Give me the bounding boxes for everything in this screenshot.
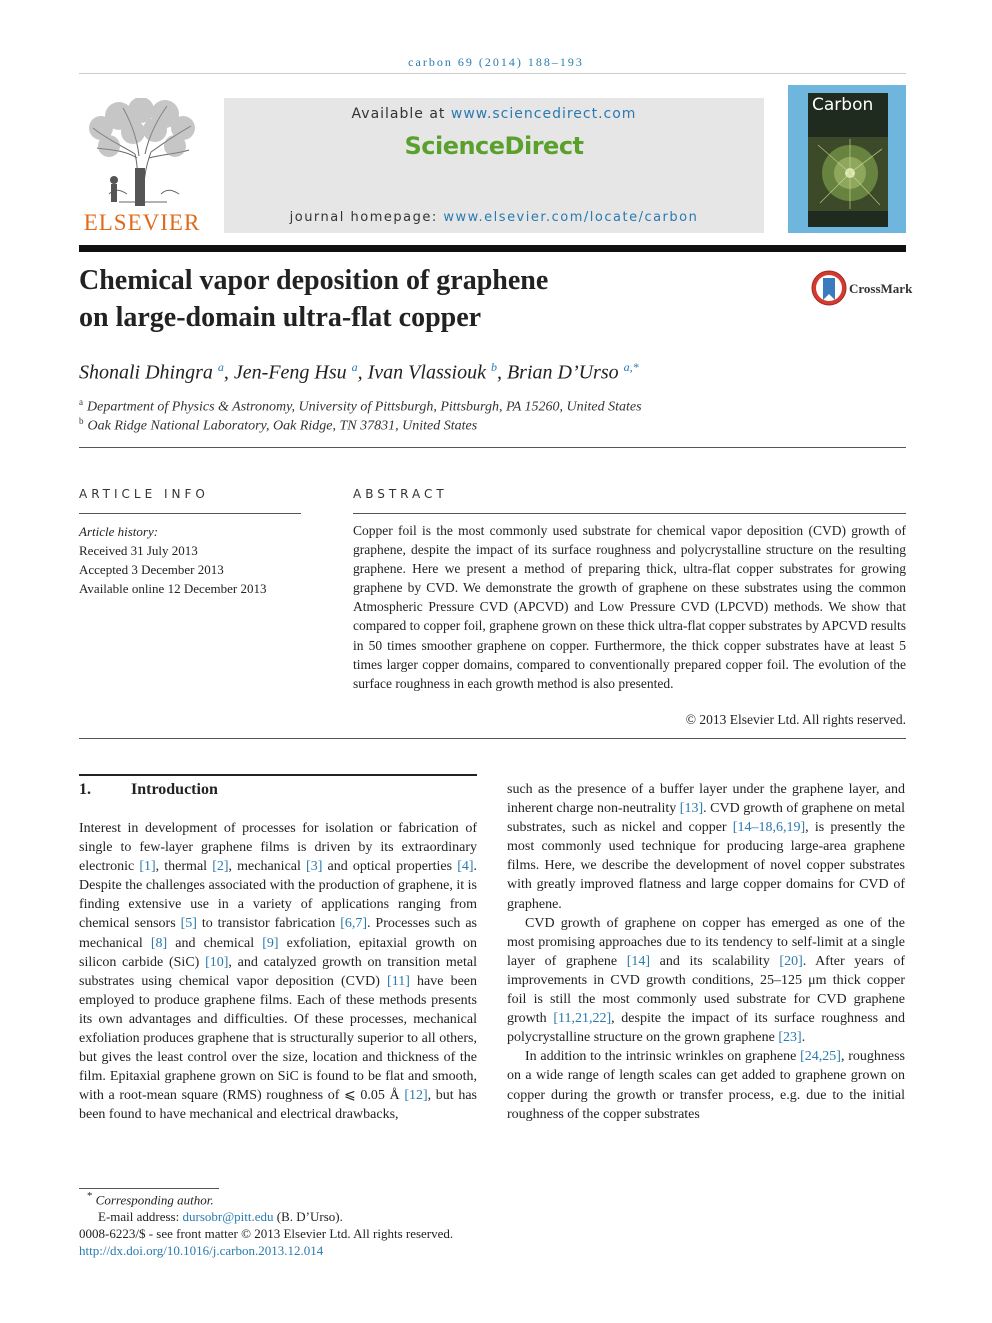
section-number: 1. [79, 781, 91, 798]
elsevier-wordmark: ELSEVIER [83, 210, 201, 235]
citation-link[interactable]: [5] [180, 916, 197, 932]
affiliation-a [79, 397, 642, 416]
corresponding-label: Corresponding author. [95, 1192, 214, 1208]
citation-link[interactable]: [9] [262, 935, 279, 951]
author-name: Jen-Feng Hsu [233, 361, 347, 384]
cover-title: Carbon [812, 95, 874, 115]
citation-link[interactable]: [6,7] [340, 916, 368, 932]
author-list: Shonali Dhingra $^a$, Jen-Feng Hsu $^a$, Ivan Vlassiouk $^b$, Brian D’Urso $^{a,*}$ [79, 360, 639, 384]
citation-link[interactable]: [23] [778, 1030, 802, 1046]
paragraph: such as the presence of a buffer layer under the graphene layer, and inherent charge non-neutrality [13]. CVD growth of graphene on metal substrates, such as nickel and copper [14–18,6,19], is presently the most commonly used technique for producing large-area graphene films. Here, we describe the development of novel copper substrates with greatly improved flatness and large copper domains for CVD of graphene. [507, 782, 905, 912]
header-thick-rule [79, 245, 906, 252]
section-title: Introduction [131, 781, 218, 798]
email-note [79, 1208, 453, 1225]
cover-graphic [808, 93, 888, 227]
abstract-heading: ABSTRACT [353, 487, 448, 501]
affiliation-text: Oak Ridge National Laboratory, Oak Ridge, TN 37831, United States [87, 418, 478, 434]
affiliation-text: Department of Physics & Astronomy, University of Pittsburgh, Pittsburgh, PA 15260, United States [87, 399, 642, 415]
citation-link[interactable]: [20] [779, 953, 803, 969]
journal-cover-image [788, 85, 906, 233]
cover-artwork [808, 93, 888, 227]
article-info-rule [79, 513, 301, 514]
paragraph: In addition to the intrinsic wrinkles on graphene [24,25], roughness on a wide range of length scales can get added to graphene grown on copper during the growth or transfer process, e.g. due to the initial roughness of the copper substrates [507, 1049, 905, 1122]
journal-homepage-link[interactable]: www.elsevier.com/locate/carbon [443, 210, 699, 225]
sciencedirect-brand: ScienceDirect [404, 132, 584, 160]
citation-link[interactable]: [13] [679, 801, 704, 817]
received-date: Received 31 July 2013 [79, 543, 198, 558]
affiliation-rule [79, 447, 906, 448]
elsevier-logo [79, 98, 205, 238]
doi-link[interactable]: http://dx.doi.org/10.1016/j.carbon.2013.12.014 [79, 1243, 324, 1259]
history-label: Article history: [79, 524, 159, 539]
body-column-left [79, 819, 477, 1125]
title-line-2: on large-domain ultra-flat copper [79, 302, 482, 333]
sciencedirect-link[interactable]: www.sciencedirect.com [450, 106, 637, 122]
corresponding-author-note [79, 1188, 453, 1208]
citation-link[interactable]: [12] [404, 1088, 428, 1104]
online-date: Available online 12 December 2013 [79, 581, 267, 596]
footnotes [79, 1188, 453, 1259]
corresponding-mark: * [87, 1190, 93, 1202]
abstract-bottom-rule [79, 738, 906, 739]
journal-reference: carbon 69 (2014) 188–193 [408, 55, 584, 69]
crossmark-badge[interactable] [811, 270, 911, 306]
author-name: Shonali Dhingra [79, 361, 213, 384]
paragraph: Interest in development of processes for isolation or fabrication of single to few-layer graphene films is driven by its extraordinary electronic [1], thermal [2], mechanical [3] and optical properties [4]. Despite the challenges associated with the production of graphene, it is finding extensive use in a variety of applications ranging from chemical sensors [5] to transistor fabrication [6,7]. Processes such as mechanical [8] and chemical [9] exfoliation, epitaxial growth on silicon carbide (SiC) [10], and catalyzed growth on transition metal substrates using chemical vapor deposition (CVD) [11] have been employed to produce graphene films. Each of these methods presents its own advantages and difficulties. Of these processes, mechanical exfoliation produces graphene that is structurally superior to all others, but gives the least control over the size, location and thickness of the film. Epitaxial graphene grown on SiC is found to be flat and smooth, with a root-mean square (RMS) roughness of ⩽ 0.05 Å [12], but has been found to have mechanical and electrical drawbacks, [79, 821, 478, 1123]
section-rule [79, 774, 477, 776]
citation-link[interactable]: [11,21,22] [553, 1011, 612, 1027]
email-label: E-mail address: [98, 1209, 180, 1225]
citation-link[interactable]: [24,25] [800, 1049, 841, 1065]
citation-link[interactable]: [11] [387, 973, 410, 989]
citation-link[interactable]: [10] [205, 954, 229, 970]
citation-link[interactable]: [4] [457, 859, 474, 875]
crossmark-label: CrossMark [849, 281, 913, 296]
affiliation-b [79, 416, 477, 435]
accepted-date: Accepted 3 December 2013 [79, 562, 224, 577]
abstract-rule [353, 513, 906, 514]
section-heading-introduction [79, 781, 218, 799]
issn-line: 0008-6223/$ - see front matter © 2013 Elsevier Ltd. All rights reserved. [79, 1226, 454, 1242]
crossmark-icon [811, 270, 847, 306]
author-name: Ivan Vlassiouk [367, 361, 486, 384]
affiliation-mark: b [79, 416, 84, 426]
available-prefix: Available at [351, 106, 446, 122]
homepage-prefix: journal homepage: [289, 210, 438, 225]
author-affil-mark[interactable]: a,* [623, 360, 639, 374]
author-affil-mark[interactable]: b [490, 360, 497, 374]
citation-link[interactable]: [8] [150, 935, 168, 951]
author-name: Brian D’Urso [506, 361, 619, 384]
citation-link[interactable]: [14] [626, 953, 651, 969]
abstract-copyright: © 2013 Elsevier Ltd. All rights reserved. [685, 712, 906, 727]
affiliation-mark: a [79, 397, 83, 407]
email-owner: (B. D’Urso). [276, 1209, 343, 1225]
abstract-text: Copper foil is the most commonly used substrate for chemical vapor deposition (CVD) growth of graphene, despite the impact of its surface roughness and polycrystalline structure on the resulting graphene. Here we present a method of preparing thick, ultra-flat copper substrates for growing graphene by CVD. We demonstrate the growth of graphene on these substrates using the common Atmospheric Pressure CVD (APCVD) and Low Pressure CVD (LPCVD) methods. We show that compared to copper foil, graphene grown on these thick ultra-flat copper substrates by APCVD results in 50 times smoother graphene on copper. Furthermore, the thick copper substrates have at least 5 times larger copper domains, compared to conventionally prepared copper foil. The evolution of the surface roughness in each growth method is also presented. [353, 523, 906, 691]
paper-title [79, 262, 719, 336]
journal-banner [224, 98, 764, 233]
author-affil-mark[interactable]: a [217, 360, 224, 374]
header-rule [79, 73, 906, 74]
citation-link[interactable]: [3] [306, 859, 323, 875]
citation-link[interactable]: [14–18,6,19] [732, 820, 806, 836]
citation-link[interactable]: [2] [212, 859, 229, 875]
title-line-1: Chemical vapor deposition of graphene [79, 265, 549, 296]
author-affil-mark[interactable]: a [351, 360, 358, 374]
article-history [79, 522, 266, 598]
available-at-line [224, 106, 764, 122]
email-link[interactable]: dursobr@pitt.edu [182, 1209, 274, 1225]
citation-link[interactable]: [1] [139, 859, 156, 875]
body-column-right [507, 780, 905, 1124]
elsevier-tree-icon [79, 98, 205, 210]
article-info-heading: ARTICLE INFO [79, 487, 209, 501]
paragraph: CVD growth of graphene on copper has emerged as one of the most promising approaches due to its tendency to self-limit at a single layer of graphene [14] and its scalability [20]. After years of improvements in CVD growth conditions, 25–125 μm thick copper foil is still the most commonly used substrate for CVD graphene growth [11,21,22], despite the impact of its surface roughness and polycrystalline structure on the grown graphene [23]. [507, 915, 905, 1046]
journal-homepage-line [224, 210, 764, 225]
